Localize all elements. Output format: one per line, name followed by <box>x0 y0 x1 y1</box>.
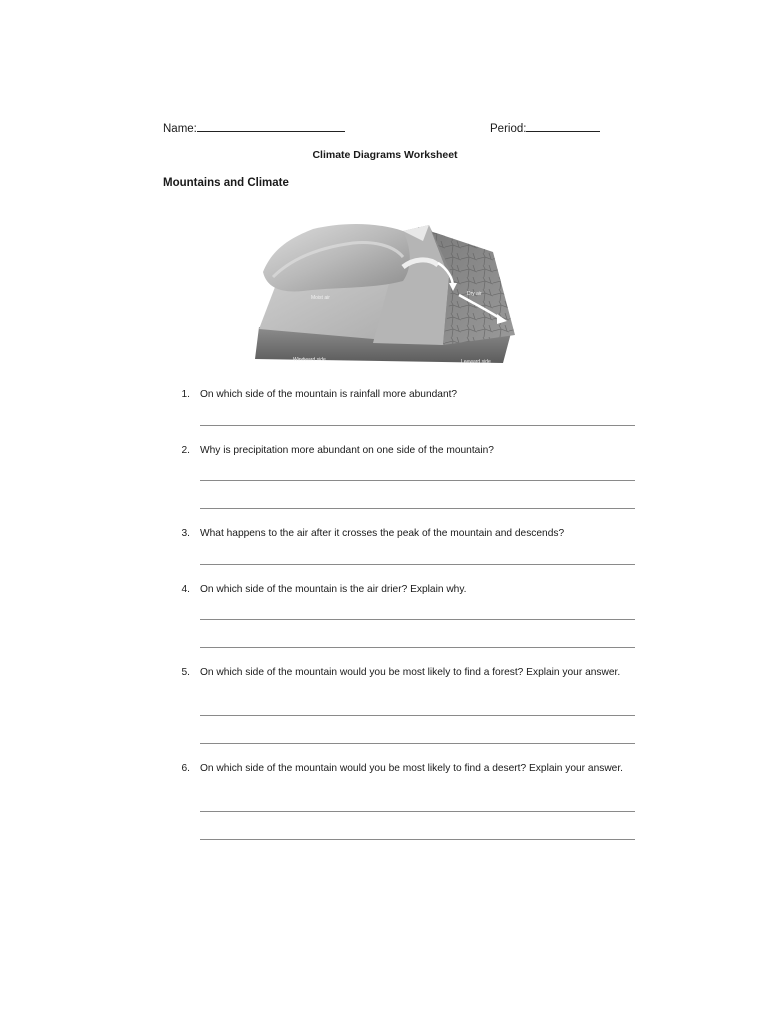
worksheet-title: Climate Diagrams Worksheet <box>312 149 458 161</box>
dry-air-label: Dry air <box>467 291 482 297</box>
leeward-label: Leeward side <box>461 359 491 365</box>
question-number: 3. <box>181 528 190 539</box>
question-number: 4. <box>181 584 190 595</box>
answer-line[interactable] <box>200 564 635 565</box>
name-label: Name: <box>163 123 197 135</box>
answer-line[interactable] <box>200 480 635 481</box>
question-text: On which side of the mountain would you be most likely to find a forest? Explain your answer. <box>200 667 621 678</box>
answer-line[interactable] <box>200 839 635 840</box>
answer-line[interactable] <box>200 619 635 620</box>
windward-label: Windward side <box>293 357 326 363</box>
question-number: 6. <box>181 763 190 774</box>
section-title: Mountains and Climate <box>163 177 289 189</box>
question-text: On which side of the mountain is the air drier? Explain why. <box>200 584 467 595</box>
answer-line[interactable] <box>200 425 635 426</box>
answer-line[interactable] <box>200 508 635 509</box>
question-text: On which side of the mountain is rainfall more abundant? <box>200 389 458 400</box>
question-text: What happens to the air after it crosses the peak of the mountain and descends? <box>200 528 565 539</box>
question-number: 2. <box>181 445 190 456</box>
question-text: Why is precipitation more abundant on one side of the mountain? <box>200 445 494 456</box>
answer-line[interactable] <box>200 715 635 716</box>
period-label: Period: <box>490 123 527 135</box>
answer-line[interactable] <box>200 811 635 812</box>
answer-line[interactable] <box>200 647 635 648</box>
question-text: On which side of the mountain would you be most likely to find a desert? Explain your answer. <box>200 763 624 774</box>
moist-air-label: Moist air <box>311 295 330 301</box>
question-number: 5. <box>181 667 190 678</box>
answer-line[interactable] <box>200 743 635 744</box>
question-number: 1. <box>181 389 190 400</box>
